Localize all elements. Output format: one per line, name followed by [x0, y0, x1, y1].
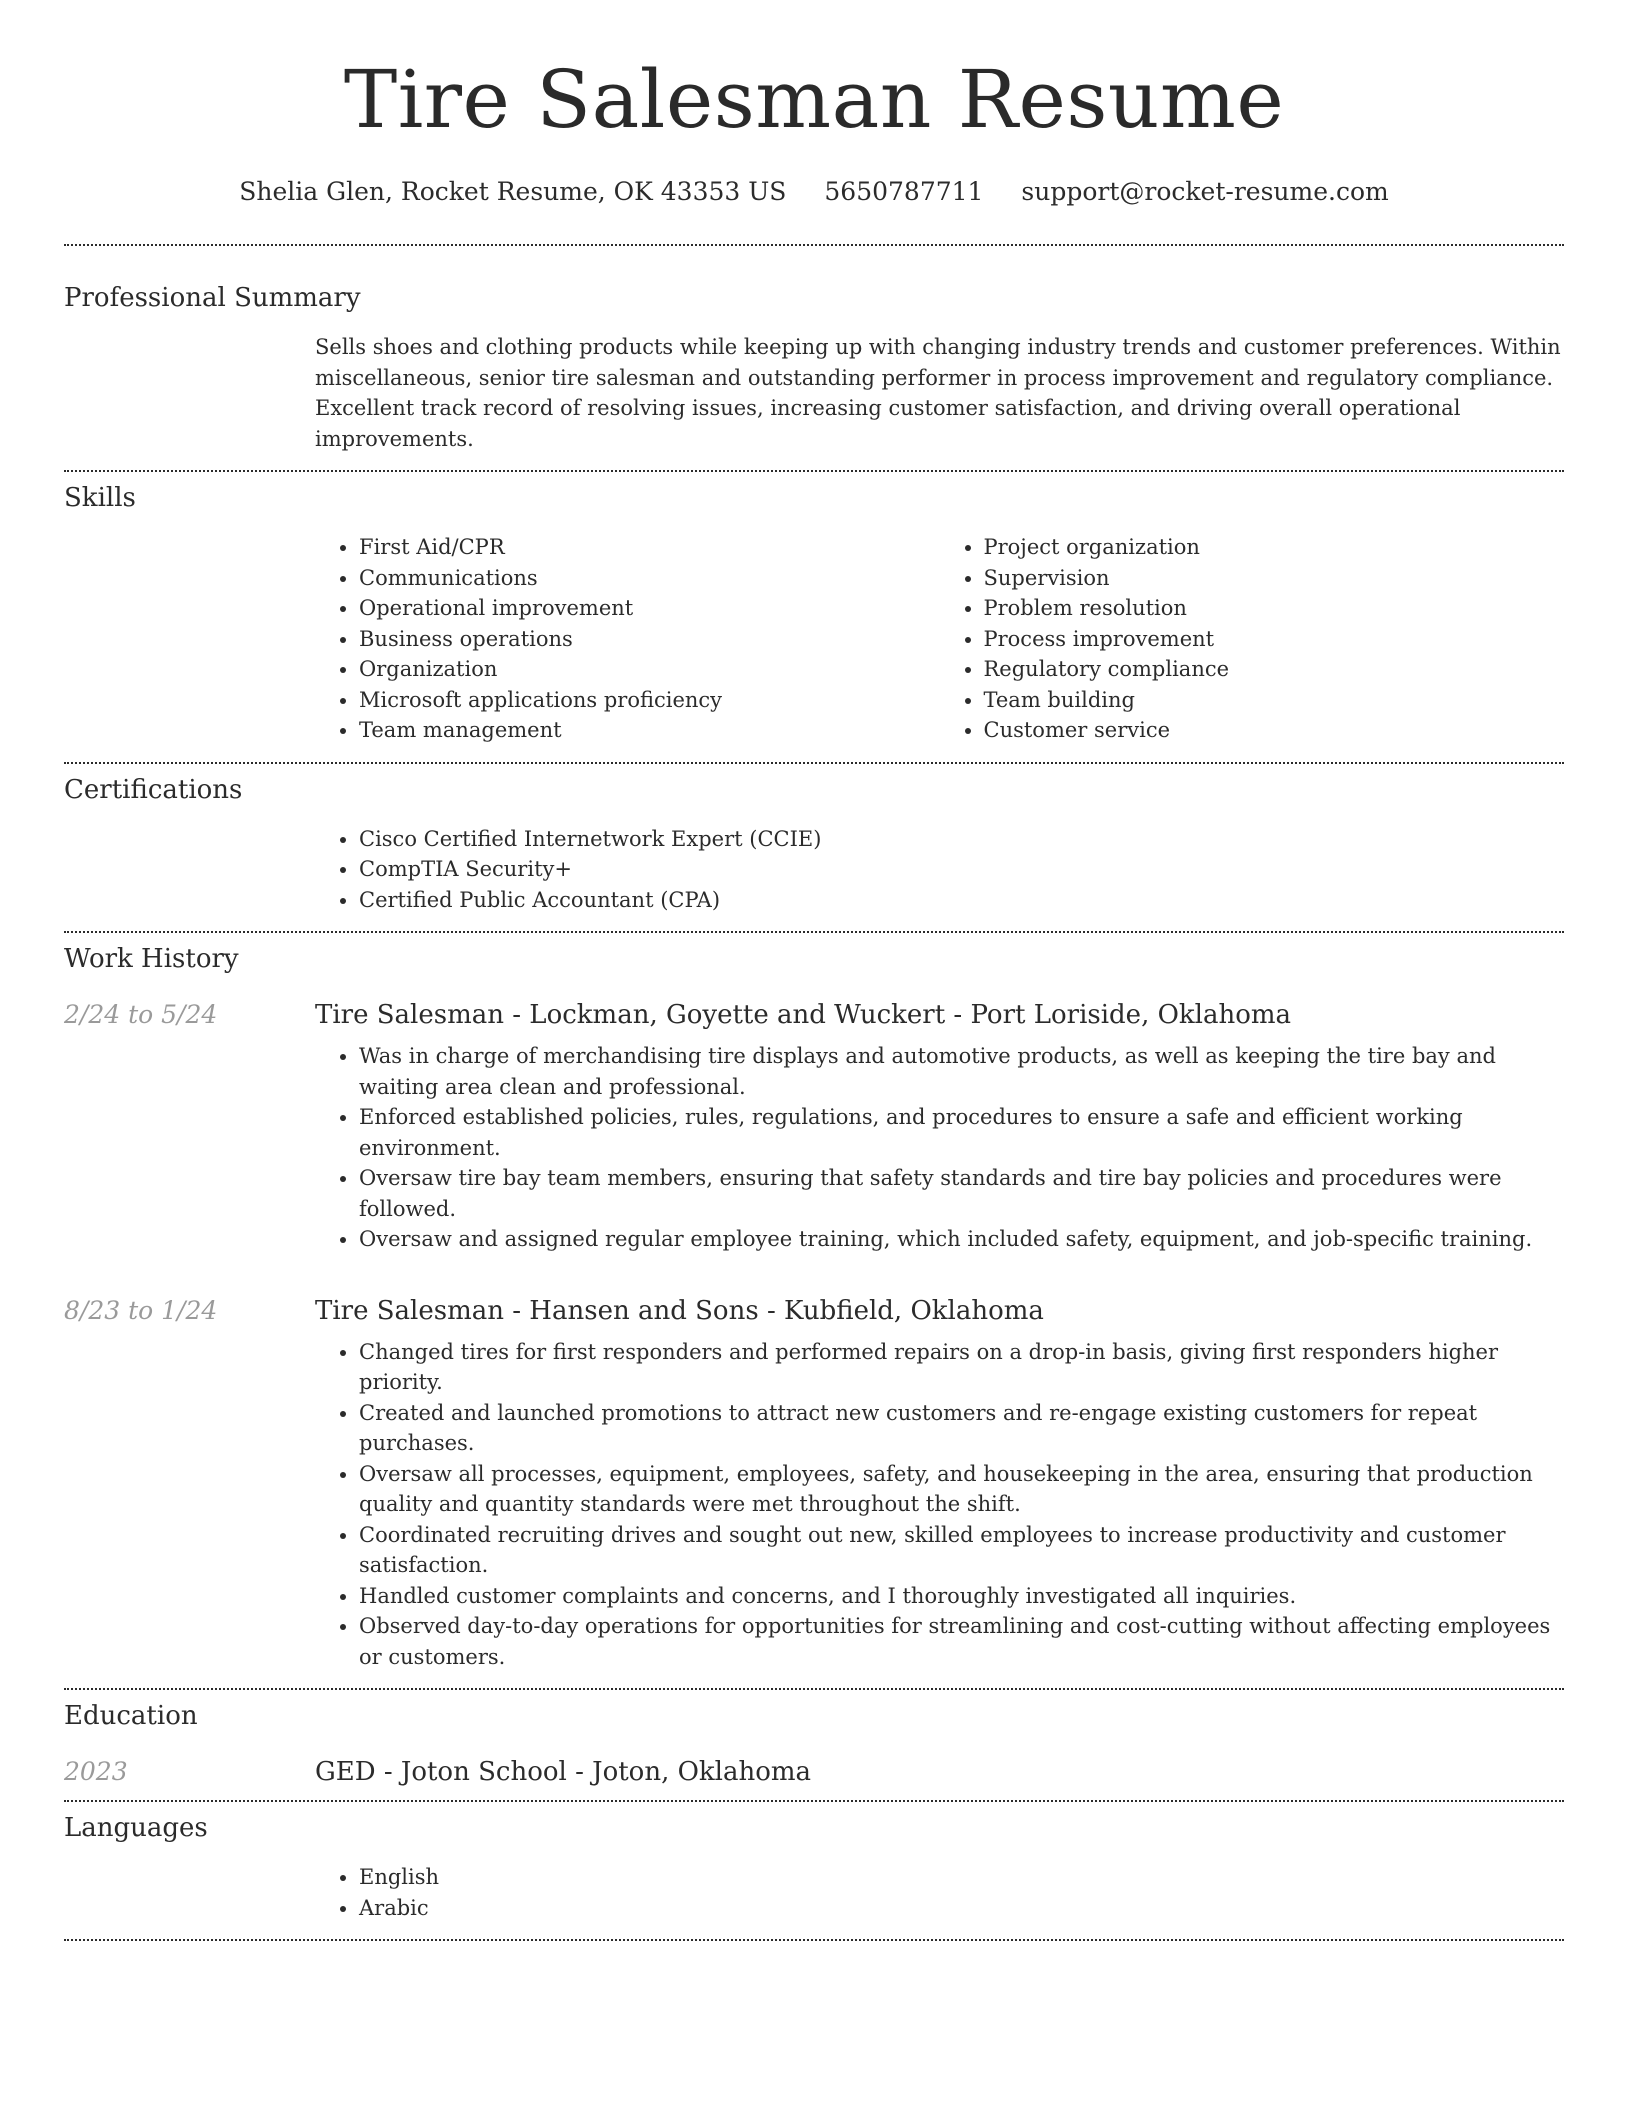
skill-item: • Supervision: [984, 563, 1565, 594]
skill-item: • Problem resolution: [984, 593, 1565, 624]
resume-title: Tire Salesman Resume: [343, 53, 1285, 146]
job-bullet: • Oversaw tire bay team members, ensuring that safety standards and tire bay policies and procedures were followed.: [359, 1163, 1564, 1224]
skill-item: • Communications: [359, 563, 940, 594]
contact-line: [64, 176, 1564, 208]
job-bullet: • Was in charge of merchandising tire displays and automotive products, as well as keeping the tire bay and waiting area clean and professional.: [359, 1041, 1564, 1102]
job-bullets: [315, 1041, 1564, 1255]
summary-section: [64, 246, 1564, 470]
skill-item: • Regulatory compliance: [984, 654, 1565, 685]
languages-list: [315, 1862, 1564, 1923]
job-bullet: • Observed day-to-day operations for opportunities for streamlining and cost-cutting without affecting employees or customers.: [359, 1611, 1564, 1672]
section-title-work-history: Work History: [64, 944, 239, 974]
certification-item: • CompTIA Security+: [359, 854, 1564, 885]
skill-item: • Process improvement: [984, 624, 1565, 655]
job-bullets: [315, 1337, 1564, 1673]
language-item: • English: [359, 1862, 1564, 1893]
skill-item: • Customer service: [984, 715, 1565, 746]
skill-item: • Team building: [984, 685, 1565, 716]
contact-phone: 5650787711: [824, 177, 984, 206]
certification-item: • Certified Public Accountant (CPA): [359, 885, 1564, 916]
job-heading: Tire Salesman - Hansen and Sons - Kubfield, Oklahoma: [315, 1295, 1044, 1326]
section-title-skills: Skills: [64, 483, 136, 513]
job-entry: [64, 999, 1564, 1255]
skills-list-right: [940, 532, 1565, 746]
certifications-list: [315, 824, 1564, 916]
certifications-section: [64, 764, 1564, 932]
education-heading: GED - Joton School - Joton, Oklahoma: [315, 1757, 812, 1787]
job-bullet: • Oversaw all processes, equipment, employees, safety, and housekeeping in the area, ensuring that production quality and quantity standards were met throughout the shift.: [359, 1459, 1564, 1520]
skill-item: • Business operations: [359, 624, 940, 655]
contact-address: Shelia Glen, Rocket Resume, OK 43353 US: [239, 177, 787, 206]
job-bullet: • Changed tires for first responders and performed repairs on a drop-in basis, giving first responders higher priority.: [359, 1337, 1564, 1398]
job-bullet: • Oversaw and assigned regular employee training, which included safety, equipment, and job-specific training.: [359, 1224, 1564, 1255]
education-section: [64, 1690, 1564, 1800]
skill-item: • First Aid/CPR: [359, 532, 940, 563]
section-title-certifications: Certifications: [64, 774, 243, 805]
skill-item: • Project organization: [984, 532, 1565, 563]
job-bullet: • Enforced established policies, rules, regulations, and procedures to ensure a safe and efficient working environment.: [359, 1102, 1564, 1163]
language-item: • Arabic: [359, 1893, 1564, 1924]
job-bullet: • Coordinated recruiting drives and sought out new, skilled employees to increase productivity and customer satisfaction.: [359, 1520, 1564, 1581]
education-date: 2023: [64, 1757, 128, 1786]
section-title-languages: Languages: [64, 1813, 208, 1843]
job-bullet: • Created and launched promotions to attract new customers and re-engage existing customers for repeat purchases.: [359, 1398, 1564, 1459]
job-entry: [64, 1295, 1564, 1689]
skills-section: [64, 472, 1564, 762]
job-bullet: • Handled customer complaints and concerns, and I thoroughly investigated all inquiries.: [359, 1581, 1564, 1612]
contact-email: support@rocket-resume.com: [1021, 177, 1389, 206]
job-dates: 2/24 to 5/24: [64, 1000, 218, 1029]
certification-item: • Cisco Certified Internetwork Expert (CCIE): [359, 824, 1564, 855]
job-heading: Tire Salesman - Lockman, Goyette and Wuckert - Port Loriside, Oklahoma: [315, 1000, 1292, 1030]
skills-list-left: [315, 532, 940, 746]
summary-text: Sells shoes and clothing products while keeping up with changing industry trends and customer preferences. Within miscellaneous, senior tire salesman and outstanding performer in process improvement and regulatory compliance. Excellent track record of resolving issues, increasing customer satisfaction, and driving overall operational improvements.: [315, 335, 1561, 451]
skill-item: • Organization: [359, 654, 940, 685]
languages-section: [64, 1802, 1564, 1939]
section-title-education: Education: [64, 1701, 198, 1731]
divider: [64, 1939, 1564, 1941]
job-dates: 8/23 to 1/24: [64, 1295, 218, 1325]
work-history-section: [64, 933, 1564, 1688]
skill-item: • Team management: [359, 715, 940, 746]
skill-item: • Operational improvement: [359, 593, 940, 624]
skill-item: • Microsoft applications proficiency: [359, 685, 940, 716]
section-title-summary: Professional Summary: [64, 283, 361, 313]
